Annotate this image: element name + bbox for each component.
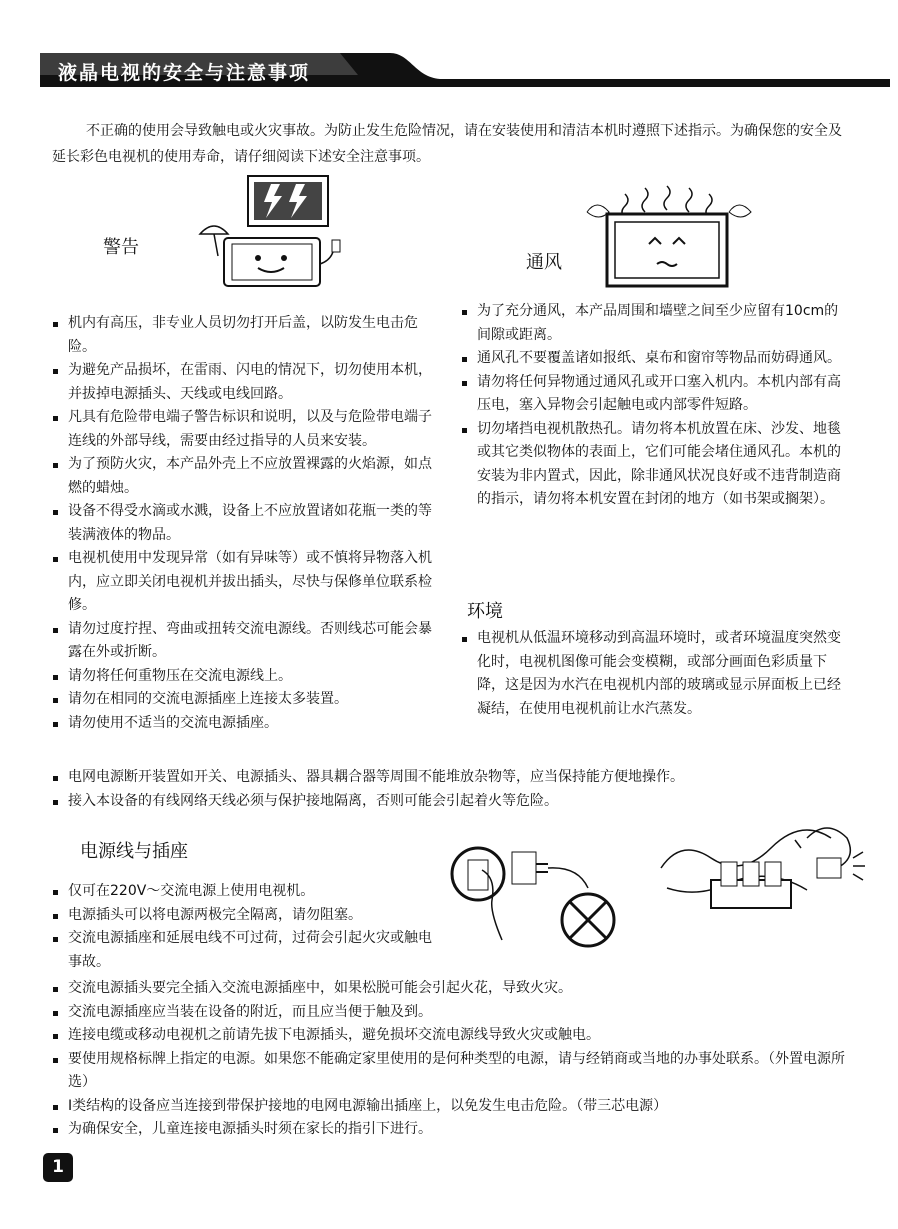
list-item: 为了预防火灾，本产品外壳上不应放置裸露的火焰源，如点燃的蜡烛。: [52, 453, 437, 500]
list-item: 电视机使用中发现异常（如有异味等）或不慎将异物落入机内，应立即关闭电视机并拔出插头，尽快与保修单位联系检修。: [52, 547, 437, 618]
list-item: 电源插头可以将电源两极完全隔离，请勿阻塞。: [52, 904, 437, 928]
list-item: 交流电源插座应当装在设备的附近，而且应当便于触及到。: [52, 1001, 852, 1025]
ventilation-title: 通风: [526, 252, 562, 273]
list-item: 机内有高压，非专业人员切勿打开后盖，以防发生电击危险。: [52, 312, 437, 359]
page-number: 1: [43, 1153, 73, 1182]
power-list-full: [52, 977, 852, 1142]
no-plug-pull-icon: [448, 834, 618, 950]
list-item: 要使用规格标牌上指定的电源。如果您不能确定家里使用的是何种类型的电源，请与经销商或当地的办事处联系。（外置电源所选）: [52, 1048, 852, 1095]
list-item: 请勿在相同的交流电源插座上连接太多装置。: [52, 688, 437, 712]
list-item: 凡具有危险带电端子警告标识和说明，以及与危险带电端子连线的外部导线，需要由经过指导的人员来安装。: [52, 406, 437, 453]
intro-paragraph: [52, 118, 852, 170]
environment-title: 环境: [467, 601, 503, 622]
list-item: 连接电缆或移动电视机之前请先拔下电源插头，避免损坏交流电源线导致火灾或触电。: [52, 1024, 852, 1048]
list-item: 电网电源断开装置如开关、电源插头、器具耦合器等周围不能堆放杂物等，应当保持能方便地操作。: [52, 766, 852, 790]
list-item: 为避免产品损坏，在雷雨、闪电的情况下，切勿使用本机，并拔掉电源插头、天线或电线回路。: [52, 359, 437, 406]
list-item: 接入本设备的有线网络天线必须与保护接地隔离，否则可能会引起着火等危险。: [52, 790, 852, 814]
ventilation-list: [461, 300, 845, 512]
page-title: 液晶电视的安全与注意事项: [58, 62, 311, 84]
overloaded-outlet-icon: [657, 818, 870, 924]
list-item: 仅可在220V～交流电源上使用电视机。: [52, 880, 437, 904]
list-item: 请勿将任何异物通过通风孔或开口塞入机内。本机内部有高压电，塞入异物会引起触电或内部零件短路。: [461, 371, 845, 418]
list-item: 切勿堵挡电视机散热孔。请勿将本机放置在床、沙发、地毯或其它类似物体的表面上，它们可能会堵住通风孔。本机的安装为非内置式，因此，除非通风状况良好或不违背制造商的指示，请勿将本机安置在封闭的地方（如书架或搁架）。: [461, 418, 845, 512]
tv-lightning-rain-icon: [196, 174, 348, 292]
list-item: 设备不得受水滴或水溅，设备上不应放置诸如花瓶一类的等装满液体的物品。: [52, 500, 437, 547]
list-item: 通风孔不要覆盖诸如报纸、桌布和窗帘等物品而妨碍通风。: [461, 347, 845, 371]
warning-list-full: [52, 766, 852, 813]
list-item: 交流电源插头要完全插入交流电源插座中，如果松脱可能会引起火花，导致火灾。: [52, 977, 852, 1001]
list-item: 交流电源插座和延展电线不可过荷，过荷会引起火灾或触电事故。: [52, 927, 437, 974]
list-item: 为确保安全，儿童连接电源插头时须在家长的指引下进行。: [52, 1118, 852, 1142]
environment-list: [461, 627, 845, 721]
warning-list: [52, 312, 437, 735]
warning-title: 警告: [103, 237, 139, 258]
tv-overheat-icon: [583, 184, 753, 288]
power-list-narrow: [52, 880, 437, 974]
list-item: 请勿将任何重物压在交流电源线上。: [52, 665, 437, 689]
power-title: 电源线与插座: [80, 841, 188, 862]
list-item: Ⅰ类结构的设备应当连接到带保护接地的电网电源输出插座上，以免发生电击危险。（带三芯电源）: [52, 1095, 852, 1119]
list-item: 请勿使用不适当的交流电源插座。: [52, 712, 437, 736]
intro-text: 不正确的使用会导致触电或火灾事故。为防止发生危险情况，请在安装使用和清洁本机时遵照下述指示。为确保您的安全及延长彩色电视机的使用寿命，请仔细阅读下述安全注意事项。: [52, 123, 842, 165]
list-item: 为了充分通风，本产品周围和墙壁之间至少应留有10cm的间隙或距离。: [461, 300, 845, 347]
list-item: 请勿过度拧捏、弯曲或扭转交流电源线。否则线芯可能会暴露在外或折断。: [52, 618, 437, 665]
list-item: 电视机从低温环境移动到高温环境时，或者环境温度突然变化时，电视机图像可能会变模糊，或部分画面色彩质量下降，这是因为水汽在电视机内部的玻璃或显示屏面板上已经凝结，在使用电视机前让水汽蒸发。: [461, 627, 845, 721]
